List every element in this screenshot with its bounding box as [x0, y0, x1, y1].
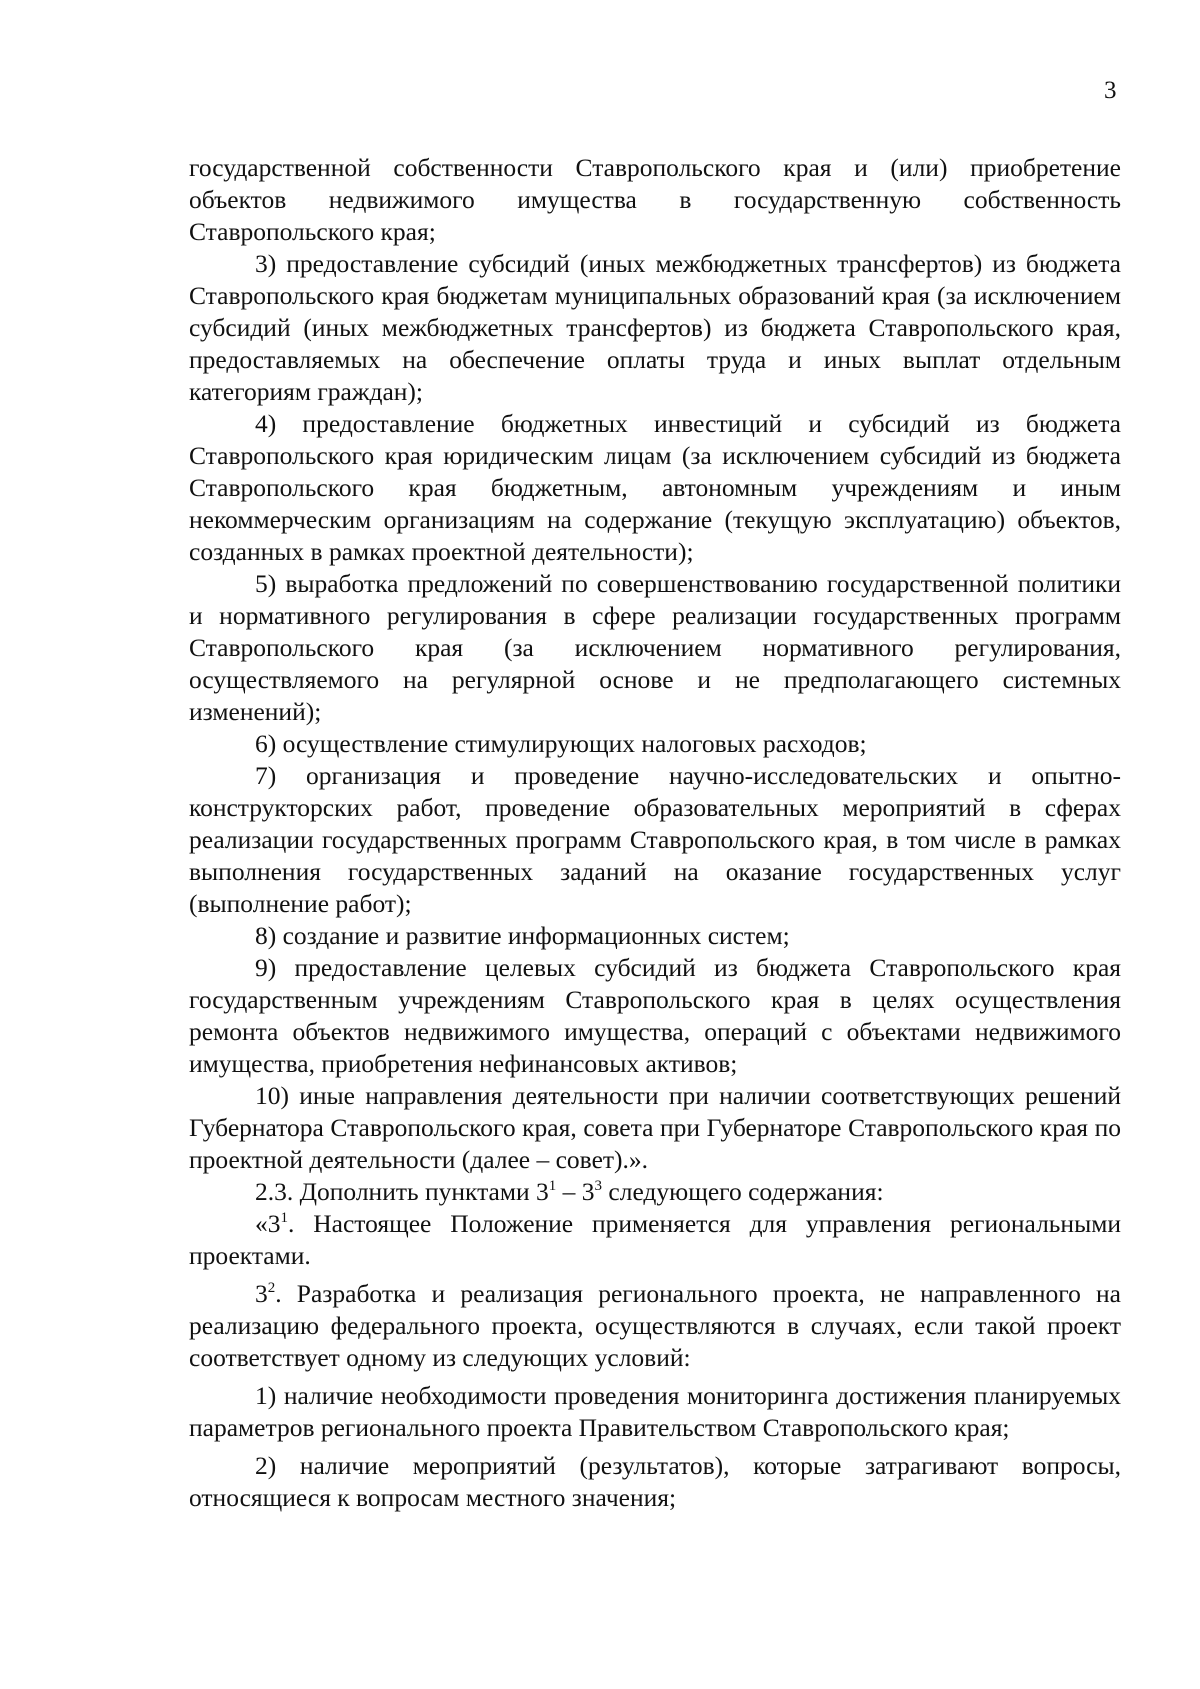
page-number: 3	[1104, 77, 1117, 104]
paragraph-continuation: государственной собственности Ставропольского края и (или) приобретение объектов недвижимого имущества в государственную собственность Ставропольского края;	[189, 153, 1121, 246]
superscript: 2	[267, 1280, 276, 1296]
section-2-3	[189, 1176, 1121, 1208]
condition-item-2: 2) наличие мероприятий (результатов), которые затрагивают вопросы, относящиеся к вопросам местного значения;	[189, 1451, 1121, 1512]
point-3-1	[189, 1208, 1121, 1272]
list-item-7: 7) организация и проведение научно-исследовательских и опытно-конструкторских работ, проведение образовательных мероприятий в сферах реализации государственных программ Ставропольского края, в том числе в рамках выполнения государственных заданий на оказание государственных услуг (выполнение работ);	[189, 761, 1121, 918]
list-item-10: 10) иные направления деятельности при наличии соответствующих решений Губернатора Ставропольского края, совета при Губернаторе Ставропольского края по проектной деятельности (далее – совет).».	[189, 1081, 1121, 1174]
list-item-9: 9) предоставление целевых субсидий из бюджета Ставропольского края государственным учреждениям Ставропольского края в целях осуществления ремонта объектов недвижимого имущества, операций с объектами недвижимого имущества, приобретения нефинансовых активов;	[189, 953, 1121, 1078]
section-2-3-text-c: следующего содержания:	[602, 1177, 884, 1206]
condition-item-1: 1) наличие необходимости проведения мониторинга достижения планируемых параметров регионального проекта Правительством Ставропольского края;	[189, 1381, 1121, 1442]
section-2-3-text-a: 2.3. Дополнить пунктами 3	[255, 1177, 549, 1206]
point-3-1-number: «3	[255, 1209, 281, 1238]
superscript: 3	[594, 1178, 603, 1194]
list-item-4: 4) предоставление бюджетных инвестиций и субсидий из бюджета Ставропольского края юридическим лицам (за исключением субсидий из бюджета Ставропольского края бюджетным, автономным учреждениям и иным некоммерческим организациям на содержание (текущую эксплуатацию) объектов, созданных в рамках проектной деятельности);	[189, 409, 1121, 566]
list-item-6: 6) осуществление стимулирующих налоговых расходов;	[255, 729, 867, 758]
point-3-2-text: . Разработка и реализация регионального проекта, не направленного на реализацию федерального проекта, осуществляются в случаях, если такой проект соответствует одному из следующих условий:	[189, 1279, 1121, 1372]
list-item-5: 5) выработка предложений по совершенствованию государственной политики и нормативного регулирования в сфере реализации государственных программ Ставропольского края (за исключением нормативного регулирования, осуществляемого на регулярной основе и не предполагающего системных изменений);	[189, 569, 1121, 726]
section-2-3-text-b: – 3	[556, 1177, 595, 1206]
list-item-8: 8) создание и развитие информационных систем;	[255, 921, 790, 950]
document-body	[189, 152, 1121, 1514]
superscript: 1	[280, 1210, 288, 1226]
superscript: 1	[548, 1178, 557, 1194]
point-3-2	[189, 1278, 1121, 1374]
point-3-2-number: 3	[255, 1279, 268, 1308]
point-3-1-text: . Настоящее Положение применяется для управления региональными проектами.	[189, 1209, 1121, 1270]
list-item-3: 3) предоставление субсидий (иных межбюджетных трансфертов) из бюджета Ставропольского края бюджетам муниципальных образований края (за исключением субсидий (иных межбюджетных трансфертов) из бюджета Ставропольского края, предоставляемых на обеспечение оплаты труда и иных выплат отдельным категориям граждан);	[189, 249, 1121, 406]
